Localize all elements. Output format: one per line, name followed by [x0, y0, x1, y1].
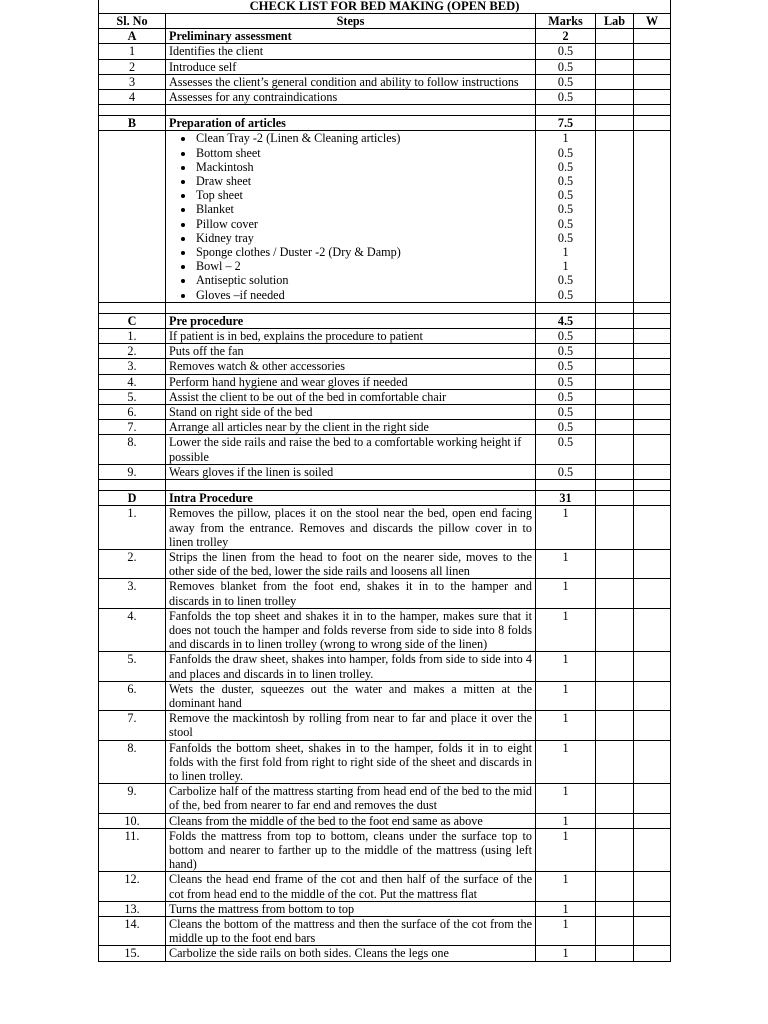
step-row	[99, 916, 671, 945]
w-cell	[634, 405, 671, 420]
article-item: • Mackintosh	[195, 160, 532, 174]
article-marks: 1	[562, 131, 569, 146]
article-marks: 0.5	[557, 174, 574, 189]
lab-cell	[596, 681, 634, 710]
w-cell	[634, 435, 671, 464]
articles-list	[169, 131, 532, 301]
w-cell	[634, 374, 671, 389]
spacer-cell	[596, 480, 634, 491]
spacer-cell	[536, 480, 596, 491]
step-number: 10.	[99, 813, 166, 828]
w-cell	[634, 506, 671, 550]
header-w: W	[634, 14, 671, 29]
lab-cell	[596, 946, 634, 961]
w-cell	[634, 916, 671, 945]
w-cell	[634, 813, 671, 828]
w-cell	[634, 74, 671, 89]
article-marks: 0.5	[557, 216, 574, 231]
section-heading-row	[99, 313, 671, 328]
lab-cell	[596, 464, 634, 479]
w-cell	[634, 872, 671, 901]
step-row	[99, 901, 671, 916]
step-row	[99, 344, 671, 359]
w-cell	[634, 329, 671, 344]
article-item: • Antiseptic solution	[195, 273, 532, 287]
article-item: • Draw sheet	[195, 174, 532, 188]
lab-cell	[596, 131, 634, 302]
lab-cell	[596, 313, 634, 328]
section-total-marks: 4.5	[536, 313, 596, 328]
w-cell	[634, 464, 671, 479]
step-marks: 1	[536, 608, 596, 652]
section-heading: Preliminary assessment	[166, 29, 536, 44]
step-marks: 0.5	[536, 464, 596, 479]
spacer-cell	[166, 480, 536, 491]
lab-cell	[596, 90, 634, 105]
article-marks: 0.5	[557, 202, 574, 217]
step-marks: 1	[536, 872, 596, 901]
step-number: 2.	[99, 344, 166, 359]
spacer-cell	[166, 302, 536, 313]
section-heading-row	[99, 491, 671, 506]
spacer-cell	[634, 302, 671, 313]
step-text: Fanfolds the bottom sheet, shakes in to the hamper, folds it in to eight folds with the first fold from right to right side of the sheet and discards in to linen trolley.	[166, 740, 536, 784]
step-marks: 1	[536, 681, 596, 710]
section-label: A	[99, 29, 166, 44]
step-text: Arrange all articles near by the client in the right side	[166, 420, 536, 435]
step-row	[99, 90, 671, 105]
article-marks: 0.5	[557, 273, 574, 288]
step-marks: 1	[536, 946, 596, 961]
step-marks: 0.5	[536, 374, 596, 389]
article-marks: 0.5	[557, 145, 574, 160]
w-cell	[634, 740, 671, 784]
step-text: Carbolize half of the mattress starting from head end of the bed to the mid of the, bed from nearer to far end and removes the dust	[166, 784, 536, 813]
step-number: 13.	[99, 901, 166, 916]
step-number: 4.	[99, 374, 166, 389]
step-marks: 0.5	[536, 359, 596, 374]
step-number: 12.	[99, 872, 166, 901]
step-text: Assesses for any contraindications	[166, 90, 536, 105]
spacer-cell	[634, 480, 671, 491]
lab-cell	[596, 652, 634, 681]
w-cell	[634, 579, 671, 608]
w-cell	[634, 711, 671, 740]
section-total-marks: 2	[536, 29, 596, 44]
article-item: • Clean Tray -2 (Linen & Cleaning articles)	[195, 131, 532, 145]
lab-cell	[596, 901, 634, 916]
step-number: 2	[99, 59, 166, 74]
checklist-table	[98, 0, 671, 962]
step-marks: 0.5	[536, 389, 596, 404]
step-marks: 1	[536, 579, 596, 608]
step-number: 9.	[99, 464, 166, 479]
spacer-cell	[99, 302, 166, 313]
article-item: • Bowl – 2	[195, 259, 532, 273]
section-label: C	[99, 313, 166, 328]
checklist-sheet	[98, 0, 670, 962]
w-cell	[634, 90, 671, 105]
spacer-cell	[166, 105, 536, 116]
w-cell	[634, 608, 671, 652]
w-cell	[634, 59, 671, 74]
section-heading: Intra Procedure	[166, 491, 536, 506]
article-item: • Kidney tray	[195, 231, 532, 245]
w-cell	[634, 131, 671, 302]
step-number: 5.	[99, 389, 166, 404]
articles-marks-cell	[536, 131, 596, 302]
section-total-marks: 31	[536, 491, 596, 506]
w-cell	[634, 946, 671, 961]
step-marks: 0.5	[536, 405, 596, 420]
header-marks: Marks	[536, 14, 596, 29]
article-marks: 0.5	[557, 287, 574, 302]
step-marks: 1	[536, 652, 596, 681]
lab-cell	[596, 579, 634, 608]
step-text: Assist the client to be out of the bed in comfortable chair	[166, 389, 536, 404]
step-number: 15.	[99, 946, 166, 961]
w-cell	[634, 491, 671, 506]
w-cell	[634, 389, 671, 404]
step-text: Stand on right side of the bed	[166, 405, 536, 420]
spacer-cell	[99, 105, 166, 116]
spacer-row	[99, 480, 671, 491]
header-lab: Lab	[596, 14, 634, 29]
article-marks: 1	[562, 259, 569, 274]
lab-cell	[596, 872, 634, 901]
step-row	[99, 579, 671, 608]
step-text: Cleans the bottom of the mattress and then the surface of the cot from the middle up to the foot end bars	[166, 916, 536, 945]
step-marks: 1	[536, 549, 596, 578]
step-marks: 1	[536, 813, 596, 828]
lab-cell	[596, 740, 634, 784]
step-marks: 1	[536, 828, 596, 872]
w-cell	[634, 116, 671, 131]
step-row	[99, 711, 671, 740]
step-text: Introduce self	[166, 59, 536, 74]
w-cell	[634, 549, 671, 578]
step-row	[99, 506, 671, 550]
step-number: 3	[99, 74, 166, 89]
w-cell	[634, 344, 671, 359]
step-text: Folds the mattress from top to bottom, cleans under the surface top to bottom and nearer to farther up to the middle of the mattress (using left hand)	[166, 828, 536, 872]
lab-cell	[596, 374, 634, 389]
step-marks: 0.5	[536, 90, 596, 105]
step-row	[99, 435, 671, 464]
article-item: • Gloves –if needed	[195, 288, 532, 302]
step-number: 1.	[99, 506, 166, 550]
step-text: Remove the mackintosh by rolling from near to far and place it over the stool	[166, 711, 536, 740]
step-text: Removes the pillow, places it on the stool near the bed, open end facing away from the entrance. Removes and discards the pillow cover in to linen trolley	[166, 506, 536, 550]
step-marks: 0.5	[536, 420, 596, 435]
step-row	[99, 872, 671, 901]
spacer-cell	[99, 480, 166, 491]
step-row	[99, 681, 671, 710]
articles-row	[99, 131, 671, 302]
step-text: Wets the duster, squeezes out the water and makes a mitten at the dominant hand	[166, 681, 536, 710]
step-row	[99, 329, 671, 344]
spacer-cell	[596, 302, 634, 313]
lab-cell	[596, 329, 634, 344]
lab-cell	[596, 420, 634, 435]
step-number: 1	[99, 44, 166, 59]
step-text: If patient is in bed, explains the procedure to patient	[166, 329, 536, 344]
step-row	[99, 374, 671, 389]
step-row	[99, 420, 671, 435]
lab-cell	[596, 813, 634, 828]
step-number: 7.	[99, 420, 166, 435]
article-item: • Pillow cover	[195, 217, 532, 231]
header-steps: Steps	[166, 14, 536, 29]
lab-cell	[596, 59, 634, 74]
step-row	[99, 946, 671, 961]
lab-cell	[596, 711, 634, 740]
step-text: Removes blanket from the foot end, shakes it in to the hamper and discards in to linen trolley	[166, 579, 536, 608]
step-text: Puts off the fan	[166, 344, 536, 359]
step-marks: 1	[536, 916, 596, 945]
step-number: 4	[99, 90, 166, 105]
step-row	[99, 59, 671, 74]
lab-cell	[596, 506, 634, 550]
lab-cell	[596, 344, 634, 359]
step-row	[99, 652, 671, 681]
step-text: Cleans from the middle of the bed to the foot end same as above	[166, 813, 536, 828]
step-marks: 0.5	[536, 329, 596, 344]
lab-cell	[596, 784, 634, 813]
w-cell	[634, 652, 671, 681]
step-text: Turns the mattress from bottom to top	[166, 901, 536, 916]
step-text: Fanfolds the draw sheet, shakes into hamper, folds from side to side into 4 and places and discards in to linen trolley.	[166, 652, 536, 681]
step-marks: 1	[536, 711, 596, 740]
lab-cell	[596, 549, 634, 578]
step-row	[99, 464, 671, 479]
page-title: CHECK LIST FOR BED MAKING (OPEN BED)	[99, 0, 671, 14]
step-number: 6.	[99, 681, 166, 710]
step-row	[99, 740, 671, 784]
step-number: 11.	[99, 828, 166, 872]
step-row	[99, 828, 671, 872]
step-text: Perform hand hygiene and wear gloves if needed	[166, 374, 536, 389]
article-marks: 0.5	[557, 230, 574, 245]
step-number: 2.	[99, 549, 166, 578]
lab-cell	[596, 389, 634, 404]
step-row	[99, 608, 671, 652]
spacer-row	[99, 105, 671, 116]
lab-cell	[596, 828, 634, 872]
step-number: 8.	[99, 740, 166, 784]
step-row	[99, 44, 671, 59]
header-row	[99, 14, 671, 29]
step-number: 9.	[99, 784, 166, 813]
step-text: Wears gloves if the linen is soiled	[166, 464, 536, 479]
step-number: 3.	[99, 579, 166, 608]
w-cell	[634, 420, 671, 435]
step-number: 3.	[99, 359, 166, 374]
section-heading-row	[99, 29, 671, 44]
step-text: Carbolize the side rails on both sides. Cleans the legs one	[166, 946, 536, 961]
article-marks: 0.5	[557, 188, 574, 203]
step-text: Lower the side rails and raise the bed to a comfortable working height if possible	[166, 435, 536, 464]
section-heading: Preparation of articles	[166, 116, 536, 131]
step-text: Fanfolds the top sheet and shakes it in to the hamper, makes sure that it does not touch the hamper and folds reverse from side to side into 8 folds and discards in to linen trolley (wrong to wrong side of the linen)	[166, 608, 536, 652]
article-item: • Blanket	[195, 202, 532, 216]
step-text: Removes watch & other accessories	[166, 359, 536, 374]
lab-cell	[596, 116, 634, 131]
step-text: Identifies the client	[166, 44, 536, 59]
w-cell	[634, 681, 671, 710]
step-text: Assesses the client’s general condition and ability to follow instructions	[166, 74, 536, 89]
w-cell	[634, 901, 671, 916]
w-cell	[634, 44, 671, 59]
step-text: Cleans the head end frame of the cot and then half of the surface of the cot from head end to the middle of the cot. Put the mattress flat	[166, 872, 536, 901]
lab-cell	[596, 359, 634, 374]
step-number: 7.	[99, 711, 166, 740]
step-number: 14.	[99, 916, 166, 945]
w-cell	[634, 29, 671, 44]
step-marks: 1	[536, 901, 596, 916]
step-row	[99, 813, 671, 828]
section-total-marks: 7.5	[536, 116, 596, 131]
step-marks: 0.5	[536, 344, 596, 359]
article-item: • Bottom sheet	[195, 146, 532, 160]
lab-cell	[596, 435, 634, 464]
section-label: D	[99, 491, 166, 506]
title-row	[99, 0, 671, 14]
articles-list-cell	[166, 131, 536, 302]
lab-cell	[596, 44, 634, 59]
spacer-cell	[536, 105, 596, 116]
section-heading-row	[99, 116, 671, 131]
step-row	[99, 405, 671, 420]
step-number: 6.	[99, 405, 166, 420]
spacer-cell	[536, 302, 596, 313]
lab-cell	[596, 74, 634, 89]
step-marks: 0.5	[536, 435, 596, 464]
step-number	[99, 131, 166, 302]
step-number: 8.	[99, 435, 166, 464]
step-marks: 0.5	[536, 44, 596, 59]
step-number: 5.	[99, 652, 166, 681]
article-marks: 0.5	[557, 159, 574, 174]
spacer-cell	[634, 105, 671, 116]
step-marks: 1	[536, 784, 596, 813]
section-label: B	[99, 116, 166, 131]
step-marks: 1	[536, 740, 596, 784]
step-row	[99, 389, 671, 404]
spacer-cell	[596, 105, 634, 116]
lab-cell	[596, 491, 634, 506]
step-row	[99, 549, 671, 578]
w-cell	[634, 784, 671, 813]
article-item: • Sponge clothes / Duster -2 (Dry & Damp)	[195, 245, 532, 259]
step-marks: 0.5	[536, 59, 596, 74]
step-marks: 1	[536, 506, 596, 550]
lab-cell	[596, 405, 634, 420]
spacer-row	[99, 302, 671, 313]
step-row	[99, 74, 671, 89]
header-sl-no: Sl. No	[99, 14, 166, 29]
step-row	[99, 359, 671, 374]
w-cell	[634, 359, 671, 374]
section-heading: Pre procedure	[166, 313, 536, 328]
step-number: 1.	[99, 329, 166, 344]
step-row	[99, 784, 671, 813]
step-number: 4.	[99, 608, 166, 652]
lab-cell	[596, 29, 634, 44]
lab-cell	[596, 608, 634, 652]
w-cell	[634, 828, 671, 872]
article-item: • Top sheet	[195, 188, 532, 202]
w-cell	[634, 313, 671, 328]
step-text: Strips the linen from the head to foot on the nearer side, moves to the other side of the bed, lower the side rails and loosens all linen	[166, 549, 536, 578]
article-marks: 1	[562, 245, 569, 260]
lab-cell	[596, 916, 634, 945]
step-marks: 0.5	[536, 74, 596, 89]
